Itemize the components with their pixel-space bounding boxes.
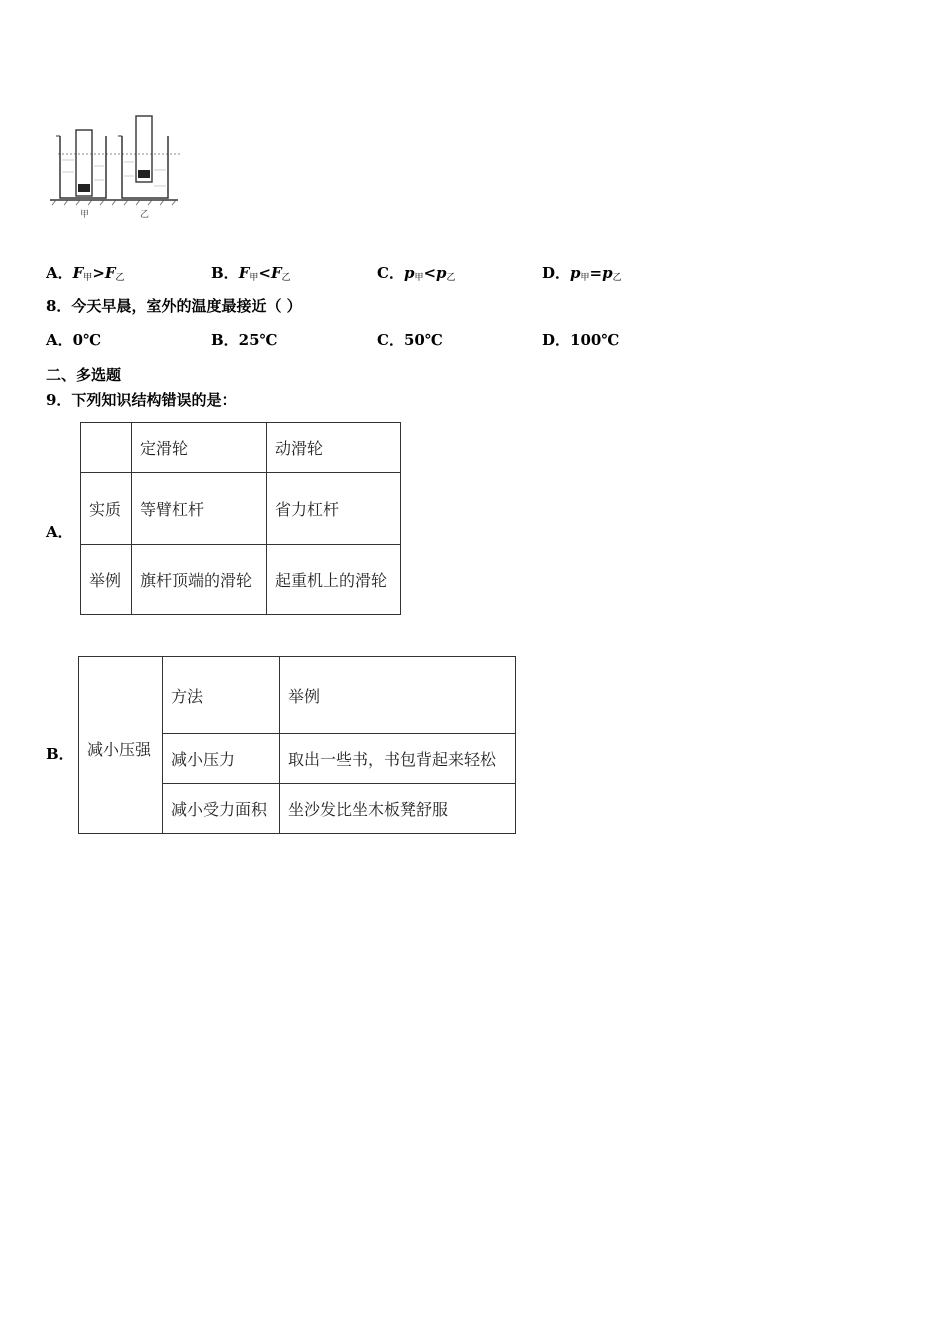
table-cell: 实质 [81, 473, 132, 545]
q9-option-b-label[interactable]: B． [46, 745, 74, 763]
table-cell: 旗杆顶端的滑轮 [132, 545, 267, 615]
table-cell: 举例 [280, 657, 516, 734]
table-cell: 举例 [81, 545, 132, 615]
q8-option-a[interactable]: A．0℃ [46, 331, 102, 349]
table-cell: 定滑轮 [132, 423, 267, 473]
table-cell: 动滑轮 [267, 423, 401, 473]
table-a [80, 422, 401, 615]
table-cell: 等臂杠杆 [132, 473, 267, 545]
figure-label-left: 甲 [80, 210, 90, 220]
q9-option-a-label[interactable]: A． [46, 523, 73, 541]
table-row [81, 473, 401, 545]
figure-label-right: 乙 [140, 210, 150, 220]
table-b [78, 656, 516, 834]
table-cell: 坐沙发比坐木板凳舒服 [280, 784, 516, 834]
beakers-drawing [46, 110, 181, 220]
table-cell [81, 423, 132, 473]
beakers-figure [46, 110, 181, 220]
q7-option-a[interactable]: A．$F_甲>F_乙$ [46, 264, 125, 283]
table-row [81, 423, 401, 473]
table-row [81, 545, 401, 615]
q8-question: 8．今天早晨，室外的温度最接近（ ） [46, 297, 302, 315]
table-cell: 省力杠杆 [267, 473, 401, 545]
table-cell: 减小压强 [79, 657, 163, 834]
table-cell: 方法 [163, 657, 280, 734]
q7-option-b[interactable]: B．$F_甲<F_乙$ [211, 264, 291, 283]
q9-question: 9．下列知识结构错误的是： [46, 391, 237, 409]
section-title: 二、多选题 [46, 366, 122, 384]
table-cell: 减小压力 [163, 734, 280, 784]
q8-option-d[interactable]: D．100℃ [542, 331, 620, 349]
q7-option-d[interactable]: D．$p_甲=p_乙$ [542, 264, 622, 283]
table-cell: 减小受力面积 [163, 784, 280, 834]
table-cell: 取出一些书，书包背起来轻松 [280, 734, 516, 784]
q8-option-c[interactable]: C．50℃ [377, 331, 443, 349]
table-cell: 起重机上的滑轮 [267, 545, 401, 615]
q8-option-b[interactable]: B．25℃ [211, 331, 278, 349]
table-row [79, 657, 516, 734]
q7-option-c[interactable]: C．$p_甲<p_乙$ [377, 264, 456, 283]
